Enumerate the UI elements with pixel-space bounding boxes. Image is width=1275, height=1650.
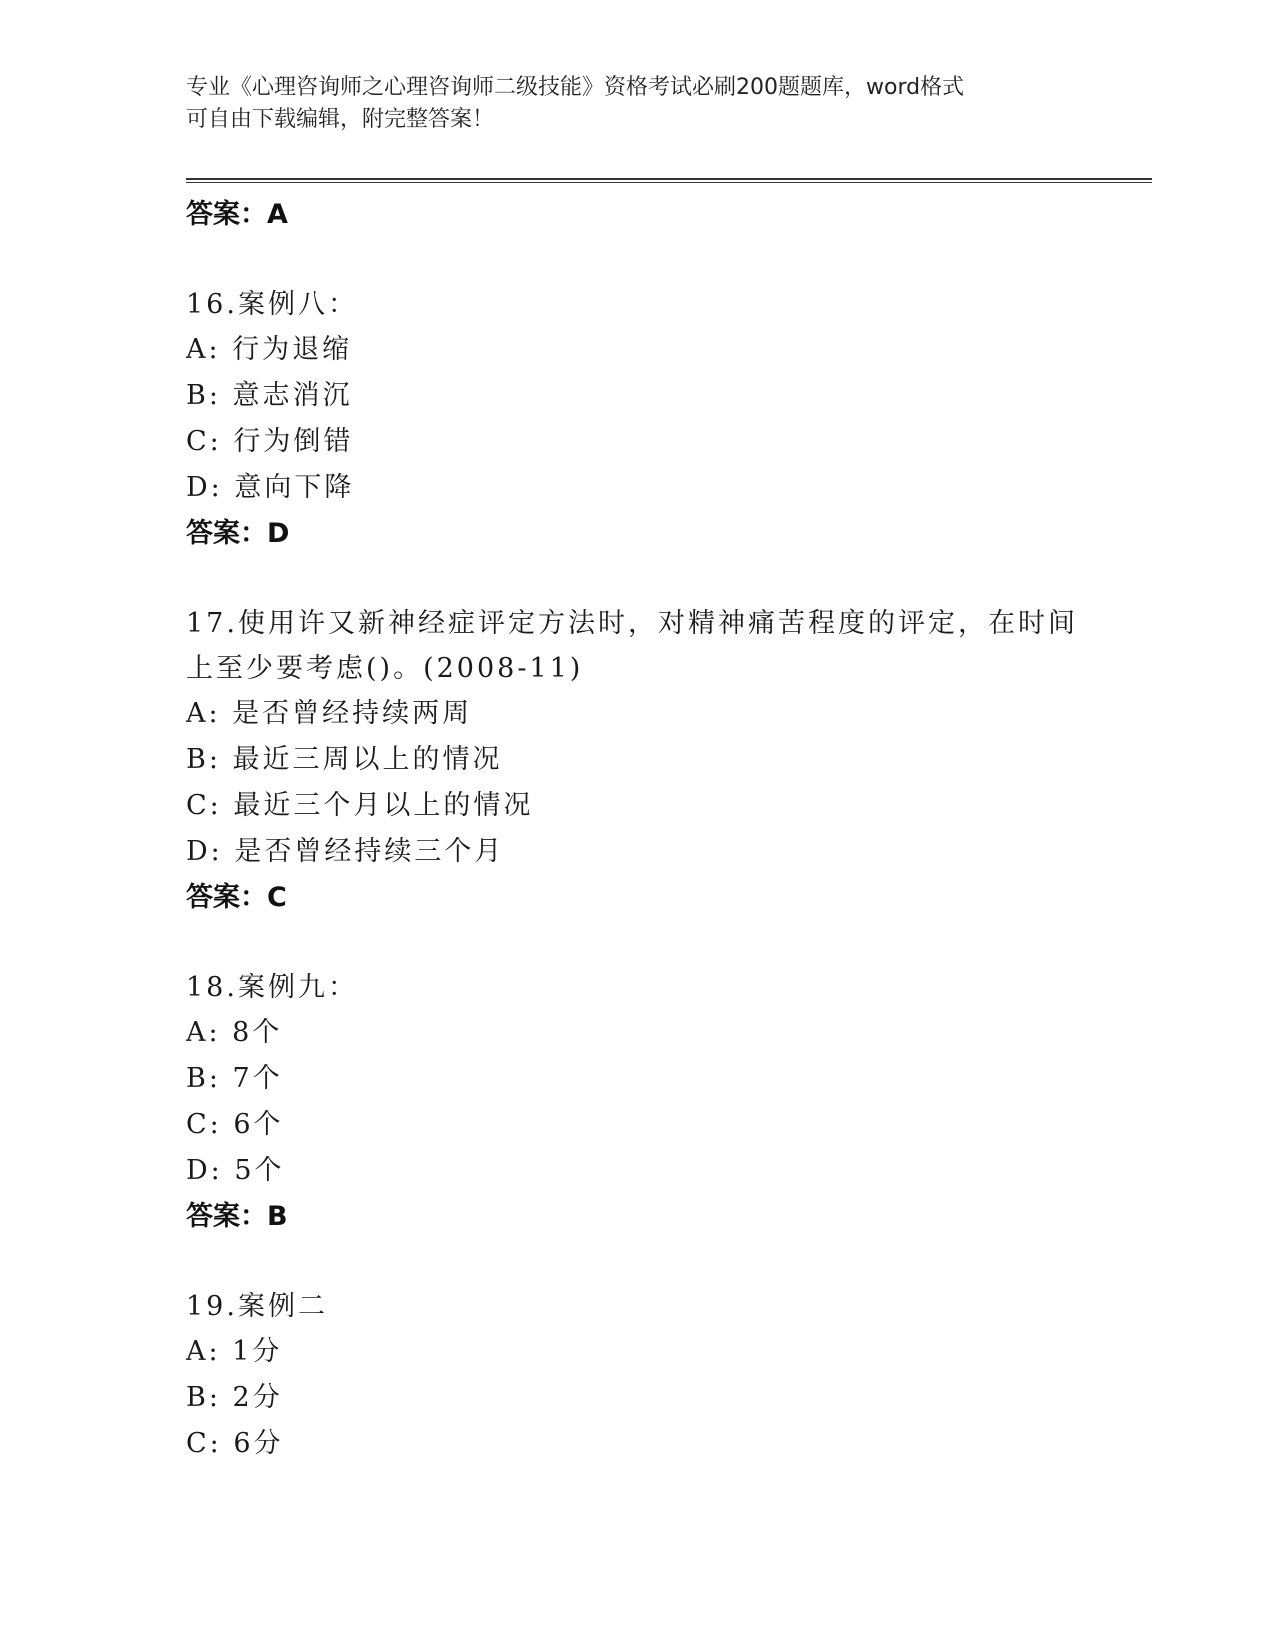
question-stem: 16.案例八： (186, 289, 358, 320)
option-c: C: 行为倒错 (186, 426, 354, 457)
header-line-2: 可自由下载编辑，附完整答案！ (186, 107, 495, 132)
answer-line: 答案：D (186, 518, 290, 549)
question-19 (186, 1284, 1106, 1467)
answer-line: 答案：B (186, 1201, 288, 1232)
option-b: B: 最近三周以上的情况 (186, 744, 503, 775)
document-header (186, 72, 1086, 136)
option-c: C: 6分 (186, 1428, 284, 1459)
header-line-1: 专业《心理咨询师之心理咨询师二级技能》资格考试必刷200题题库，word格式 (186, 75, 965, 100)
option-a: A: 是否曾经持续两周 (186, 698, 473, 729)
option-a: A: 1分 (186, 1336, 283, 1367)
question-17 (186, 601, 1106, 921)
question-stem: 19.案例二 (186, 1291, 328, 1322)
option-b: B: 意志消沉 (186, 380, 353, 411)
question-stem: 17.使用许又新神经症评定方法时，对精神痛苦程度的评定，在时间上至少要考虑()。(2008-11) (186, 608, 1078, 684)
question-list (186, 192, 1106, 1467)
answer-line: 答案：C (186, 882, 287, 913)
option-a: A: 行为退缩 (186, 334, 353, 365)
option-d: D: 是否曾经持续三个月 (186, 836, 505, 867)
answer-line: 答案：A (186, 199, 288, 230)
option-c: C: 最近三个月以上的情况 (186, 790, 534, 821)
option-b: B: 2分 (186, 1382, 283, 1413)
header-divider (186, 178, 1152, 183)
option-b: B: 7个 (186, 1063, 283, 1094)
option-a: A: 8个 (186, 1017, 283, 1048)
option-d: D: 意向下降 (186, 472, 355, 503)
question-stem: 18.案例九： (186, 972, 358, 1003)
question-16 (186, 282, 1106, 557)
option-c: C: 6个 (186, 1109, 284, 1140)
question-18 (186, 965, 1106, 1240)
option-d: D: 5个 (186, 1155, 285, 1186)
